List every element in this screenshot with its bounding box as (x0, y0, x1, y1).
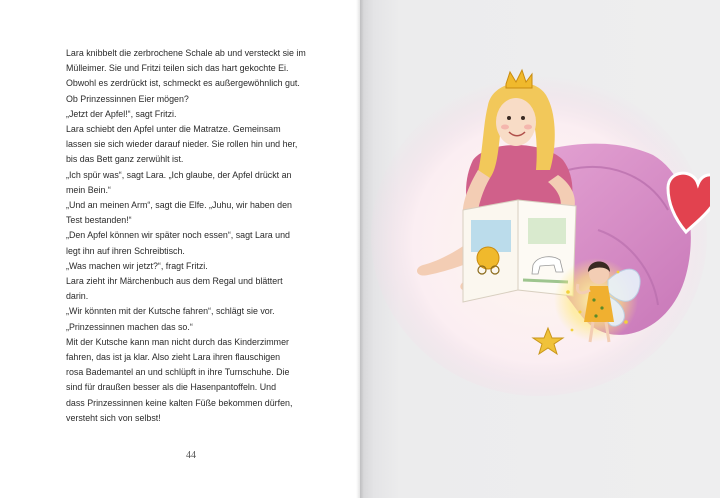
crown-icon (506, 70, 532, 88)
text-line: mein Bein.“ (66, 184, 111, 195)
text-line: Mit der Kutsche kann man nicht durch das Kinderzimmer (66, 336, 289, 347)
text-line: „Jetzt der Apfel!“, sagt Fritzi. (66, 108, 177, 119)
text-line: „Wir könnten mit der Kutsche fahren“, schlägt sie vor. (66, 306, 275, 317)
text-line: Obwohl es zerdrückt ist, schmeckt es außergewöhnlich gut. (66, 78, 300, 89)
sparkle-icon (617, 271, 620, 274)
girl-cheek (501, 125, 509, 130)
text-line: dass Prinzessinnen keine kalten Füße bekommen dürfen, (66, 397, 293, 408)
text-line: darin. (66, 291, 89, 302)
text-line: Test bestanden!“ (66, 215, 132, 226)
text-line: rosa Bademantel an und schlüpft in ihre Turnschuhe. Die (66, 367, 290, 378)
text-line: versteht sich von selbst! (66, 412, 161, 423)
girl-eye (507, 116, 511, 120)
text-line: „Und an meinen Arm“, sagt die Elfe. „Juhu, wir haben den (66, 200, 292, 211)
text-line: Lara knibbelt die zerbrochene Schale ab und versteckt sie im (66, 48, 306, 58)
text-line: „Was machen wir jetzt?“, fragt Fritzi. (66, 260, 208, 271)
text-line: Lara schiebt den Apfel unter die Matratze. Gemeinsam (66, 124, 281, 135)
text-line: Mülleimer. Sie und Fritzi teilen sich das hart gekochte Ei. (66, 63, 289, 74)
girl-cheek (524, 125, 532, 130)
text-line: „Ich spür was“, sagt Lara. „Ich glaube, der Apfel drückt an (66, 169, 292, 180)
text-line: sind für draußen besser als die Hasenpantoffeln. Und (66, 382, 277, 393)
book-gutter (356, 0, 364, 498)
story-text (66, 46, 341, 426)
sparkle-icon (571, 329, 574, 332)
girl-eye (521, 116, 525, 120)
page-number: 44 (186, 450, 196, 461)
text-line: bis das Bett ganz zerwühlt ist. (66, 154, 184, 165)
text-line: „Den Apfel können wir später noch essen“, sagt Lara und (66, 230, 290, 241)
sparkle-icon (566, 290, 570, 294)
text-line: „Prinzessinnen machen das so.“ (66, 321, 193, 332)
text-line: Lara zieht ihr Märchenbuch aus dem Regal und blättert (66, 276, 283, 287)
text-line: fahren, das ist ja klar. Also zieht Lara ihren flauschigen (66, 352, 281, 363)
text-line: Ob Prinzessinnen Eier mögen? (66, 93, 189, 104)
sparkle-icon (624, 320, 628, 324)
text-line: lassen sie sich wieder darauf nieder. Sie rollen hin und her, (66, 139, 298, 150)
sparkle-icon (579, 311, 582, 314)
book-picture (528, 218, 566, 244)
text-line: legt ihn auf ihren Schreibtisch. (66, 245, 185, 256)
girl-face (496, 98, 536, 146)
princess-illustration (368, 60, 710, 400)
